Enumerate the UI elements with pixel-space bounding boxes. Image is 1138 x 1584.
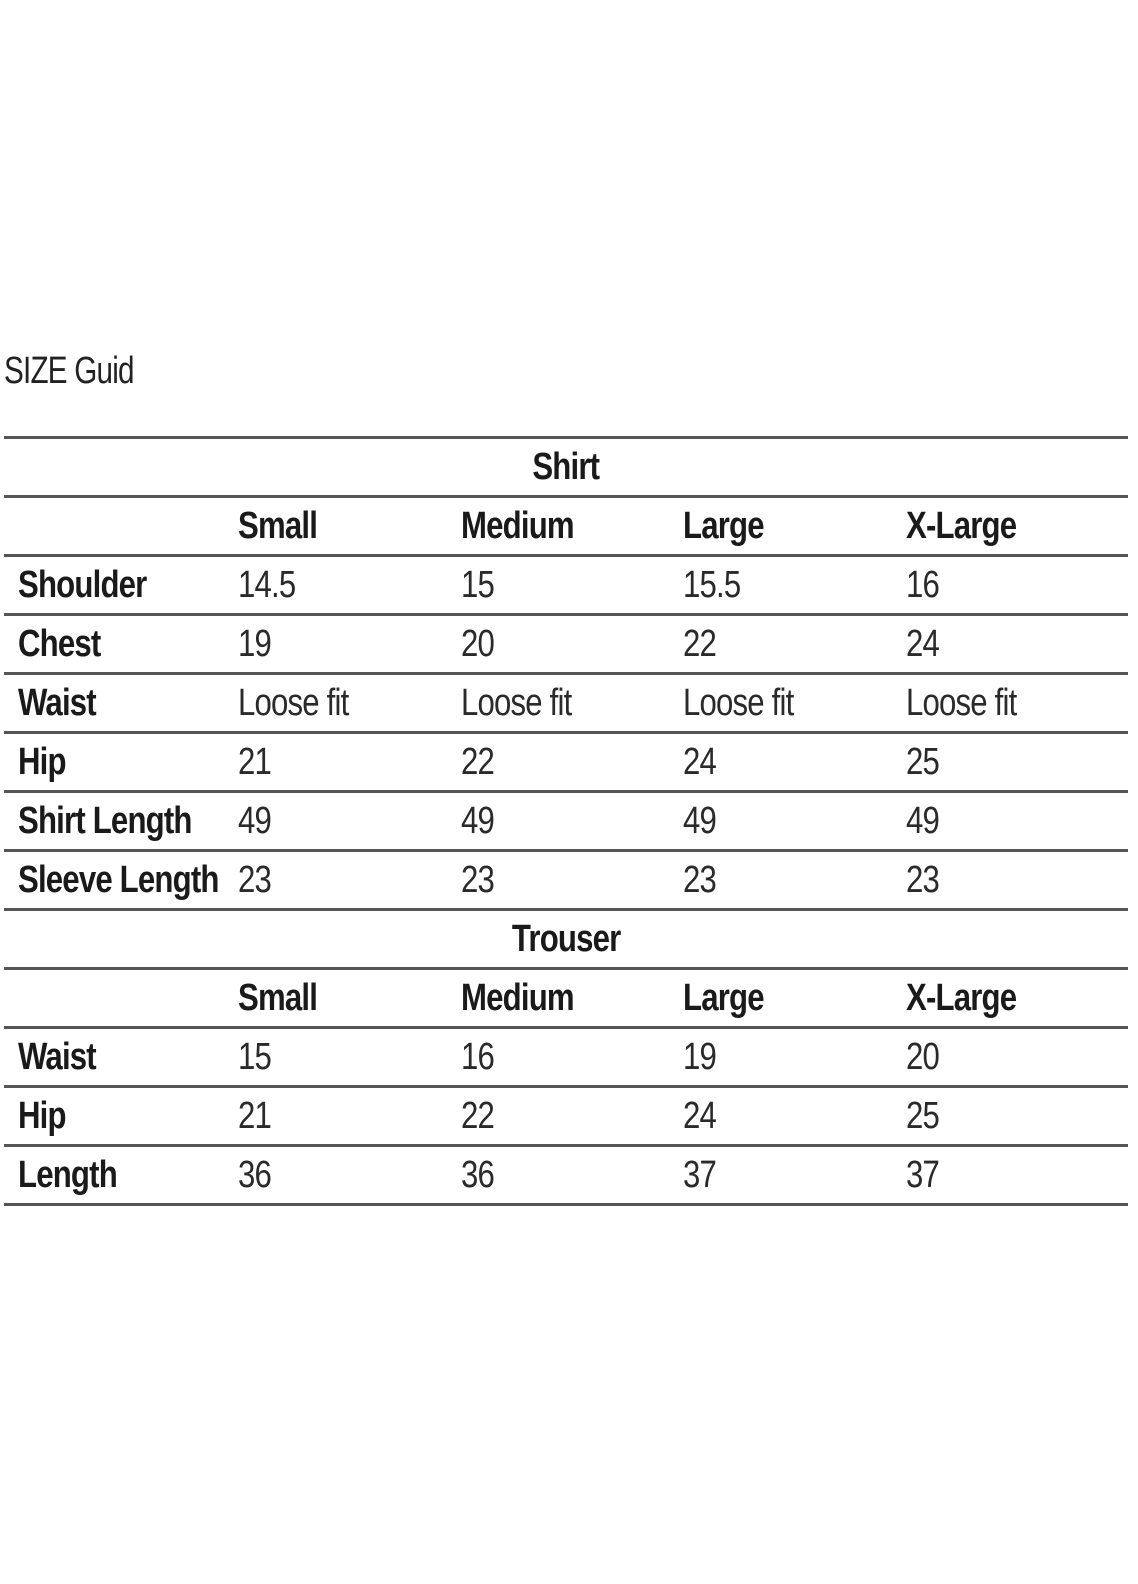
table-row [4, 556, 1128, 615]
row-label-cell: Waist [4, 1028, 238, 1087]
table-row [4, 1028, 1128, 1087]
value-cell: 36 [461, 1146, 683, 1205]
value-cell: 22 [461, 1087, 683, 1146]
value-cell: 21 [238, 1087, 460, 1146]
value-cell: 49 [461, 792, 683, 851]
value-cell: 23 [461, 851, 683, 910]
value-cell: 23 [683, 851, 905, 910]
value-cell: 24 [683, 1087, 905, 1146]
section-row-trouser [4, 910, 1128, 969]
header-cell-x-large: X-Large [906, 969, 1128, 1028]
value-cell: 23 [906, 851, 1128, 910]
value-cell: 14.5 [238, 556, 460, 615]
table-row [4, 733, 1128, 792]
value-cell: 15 [461, 556, 683, 615]
row-label-cell: Hip [4, 733, 238, 792]
size-guide-table [4, 436, 1128, 1206]
value-cell: 25 [906, 1087, 1128, 1146]
header-cell-empty [4, 969, 238, 1028]
value-cell: 16 [461, 1028, 683, 1087]
value-cell: 49 [238, 792, 460, 851]
value-cell: 20 [461, 615, 683, 674]
section-title-shirt [4, 438, 1128, 497]
value-cell: Loose fit [683, 674, 905, 733]
table-row [4, 1087, 1128, 1146]
table-row [4, 851, 1128, 910]
value-cell: 37 [906, 1146, 1128, 1205]
value-cell: 20 [906, 1028, 1128, 1087]
value-cell: Loose fit [461, 674, 683, 733]
value-cell: 15 [238, 1028, 460, 1087]
header-cell-small: Small [238, 497, 460, 556]
value-cell: 22 [461, 733, 683, 792]
table-row [4, 615, 1128, 674]
header-row-trouser [4, 969, 1128, 1028]
value-cell: 49 [906, 792, 1128, 851]
value-cell: 25 [906, 733, 1128, 792]
value-cell: 24 [683, 733, 905, 792]
header-cell-medium: Medium [461, 497, 683, 556]
table-row [4, 1146, 1128, 1205]
row-label-cell: Length [4, 1146, 238, 1205]
value-cell: 23 [238, 851, 460, 910]
table-row [4, 674, 1128, 733]
section-title-trouser [4, 910, 1128, 969]
header-row-shirt [4, 497, 1128, 556]
row-label-cell: Hip [4, 1087, 238, 1146]
row-label-cell: Sleeve Length [4, 851, 238, 910]
value-cell: 19 [238, 615, 460, 674]
value-cell: Loose fit [238, 674, 460, 733]
page-title: SIZE Guid [4, 350, 134, 392]
row-label-cell: Shoulder [4, 556, 238, 615]
header-cell-empty [4, 497, 238, 556]
value-cell: Loose fit [906, 674, 1128, 733]
row-label-cell: Shirt Length [4, 792, 238, 851]
header-cell-x-large: X-Large [906, 497, 1128, 556]
value-cell: 16 [906, 556, 1128, 615]
section-title-text: Trouser [511, 917, 621, 960]
section-title-text: Shirt [532, 445, 600, 488]
header-cell-large: Large [683, 497, 905, 556]
table-row [4, 792, 1128, 851]
value-cell: 15.5 [683, 556, 905, 615]
row-label-cell: Chest [4, 615, 238, 674]
value-cell: 24 [906, 615, 1128, 674]
value-cell: 19 [683, 1028, 905, 1087]
value-cell: 36 [238, 1146, 460, 1205]
row-label-cell: Waist [4, 674, 238, 733]
value-cell: 22 [683, 615, 905, 674]
value-cell: 21 [238, 733, 460, 792]
header-cell-large: Large [683, 969, 905, 1028]
value-cell: 37 [683, 1146, 905, 1205]
size-guide-table-body [4, 438, 1128, 1205]
header-cell-medium: Medium [461, 969, 683, 1028]
section-row-shirt [4, 438, 1128, 497]
value-cell: 49 [683, 792, 905, 851]
header-cell-small: Small [238, 969, 460, 1028]
